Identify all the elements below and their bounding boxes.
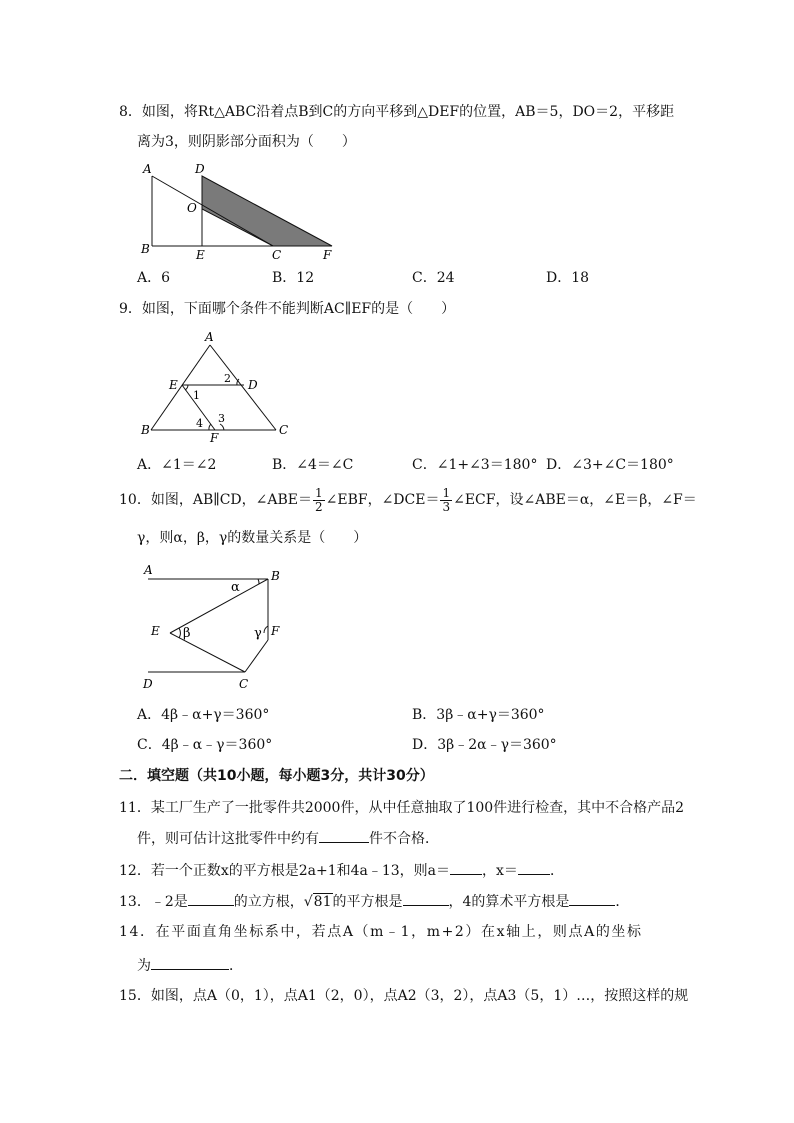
q11-text-2a: 件，则可估计这批零件中约有 [137,831,319,847]
q13-blank-3[interactable] [569,891,615,906]
q13-text-a: ﹣2是 [150,894,188,910]
q8-number: 8． [119,104,142,120]
q15-number: 15． [119,988,151,1004]
q12-text-b: ，x＝ [482,863,518,879]
q14-text-1: 在平面直角坐标系中，若点A（m﹣1，m+2）在x轴上，则点A的坐标 [155,924,643,940]
q10-label-D: D [143,677,153,691]
q12-line [119,860,564,881]
q13-text-e: ． [615,894,630,910]
q10-text-b: ∠EBF，∠DCE＝ [325,492,440,508]
q10-fraction-third: $\frac{1}{3}$ [442,485,451,514]
q8-text-1: 如图，将Rt△ABC沿着点B到C的方向平移到△DEF的位置，AB＝5，DO＝2，平移距 [141,104,675,120]
q15-line1 [119,986,688,1006]
q9-number: 9． [119,301,142,317]
q13-blank-1[interactable] [188,891,234,906]
q14-number: 14． [119,924,156,940]
q13-line [119,891,629,912]
q8-label-B: B [141,242,150,256]
q10-figure [140,560,300,695]
q10-label-C: C [239,677,249,691]
q11-line1 [119,798,684,818]
q11-text-2b: 件不合格． [369,831,439,847]
q10-label-B: B [271,569,280,583]
q13-text-d: ，4的算术平方根是 [448,894,570,910]
q9-option-d[interactable]: D．∠3+∠C＝180° [546,457,674,473]
q11-number: 11． [119,800,151,816]
q13-number: 13． [119,894,151,910]
q11-answer-blank[interactable] [319,828,369,843]
q9-angle-1: 1 [193,389,200,402]
q8-label-E: E [196,248,205,262]
q10-text-a: 如图，AB∥CD，∠ABE＝ [150,492,312,508]
section-fill-in-heading: 二．填空题（共10小题，每小题3分，共计30分） [119,768,434,784]
q11-text-1: 某工厂生产了一批零件共2000件，从中任意抽取了100件进行检查，其中不合格产品2 [150,800,685,816]
q9-label-F: F [210,431,219,443]
q8-label-D: D [195,162,205,176]
q10-text-c: ∠ECF，设∠ABE＝α，∠E＝β，∠F＝ [453,492,697,508]
q14-line1 [119,922,643,942]
q8-option-a[interactable]: A．6 [137,270,171,286]
q12-text-c: ． [549,863,564,879]
q10-label-E: E [151,624,160,638]
q14-answer-blank[interactable] [151,955,229,970]
sqrt-symbol: √ [303,894,313,910]
q9-label-E: E [169,378,178,392]
q15-text-1: 如图，点A（0，1），点A1（2，0），点A2（3，2），点A3（5，1）…，按照这样的规 [150,988,689,1004]
q9-option-b[interactable]: B．∠4＝∠C [272,457,354,473]
q8-label-A: A [143,162,152,176]
q8-label-F: F [323,248,332,262]
q10-option-d[interactable]: D．3β﹣2α﹣γ＝360° [412,737,557,753]
q10-label-F: F [271,624,280,638]
q8-label-O: O [187,201,197,215]
q9-angle-2: 2 [224,372,231,385]
q13-text-c: 的平方根是 [332,894,403,910]
q10-line2: γ，则α，β，γ的数量关系是（ ） [137,530,368,546]
q9-option-a[interactable]: A．∠1＝∠2 [137,457,217,473]
q14-line2 [137,955,243,976]
q12-number: 12． [119,863,151,879]
q8-label-C: C [272,248,282,262]
q9-angle-4: 4 [196,417,203,430]
q8-option-d[interactable]: D．18 [546,270,590,286]
q10-angle-beta: β [183,626,191,641]
q8-line1 [119,102,674,122]
q8-line2: 离为3，则阴影部分面积为（ ） [137,134,356,150]
q10-line1 [119,483,697,517]
q13-blank-2[interactable] [403,891,449,906]
q8-option-c[interactable]: C．24 [412,270,455,286]
q10-option-a[interactable]: A．4β﹣α+γ＝360° [137,707,270,723]
q9-label-B: B [141,423,150,437]
q9-figure [138,328,308,443]
q9-label-A: A [205,330,214,344]
q8-option-b[interactable]: B．12 [272,270,315,286]
q10-label-A: A [144,563,153,577]
q8-shaded-region [202,176,332,246]
q10-fraction-half: $\frac{1}{2}$ [314,485,323,514]
q13-radicand: 81 [313,894,332,910]
q10-option-b[interactable]: B．3β﹣α+γ＝360° [412,707,545,723]
q9-label-C: C [279,423,289,437]
q14-text-2b: ． [229,958,243,974]
q9-label-D: D [248,378,258,392]
q12-blank-a[interactable] [450,860,482,875]
q12-text-a: 若一个正数x的平方根是2a+1和4a﹣13，则a＝ [150,863,451,879]
q14-text-2a: 为 [137,958,151,974]
q11-line2 [137,828,439,849]
q8-figure [140,160,340,265]
q9-text: 如图，下面哪个条件不能判断AC∥EF的是（ ） [141,301,456,317]
q13-text-b: 的立方根， [233,894,304,910]
q10-angle-gamma: γ [254,626,262,641]
q10-angle-alpha: α [231,580,240,595]
q10-number: 10． [119,492,151,508]
q10-option-c[interactable]: C．4β﹣α﹣γ＝360° [137,737,273,753]
q9-line1 [119,299,455,319]
q12-blank-x[interactable] [518,860,550,875]
q9-angle-3: 3 [218,412,225,425]
q9-option-c[interactable]: C．∠1+∠3＝180° [412,457,538,473]
